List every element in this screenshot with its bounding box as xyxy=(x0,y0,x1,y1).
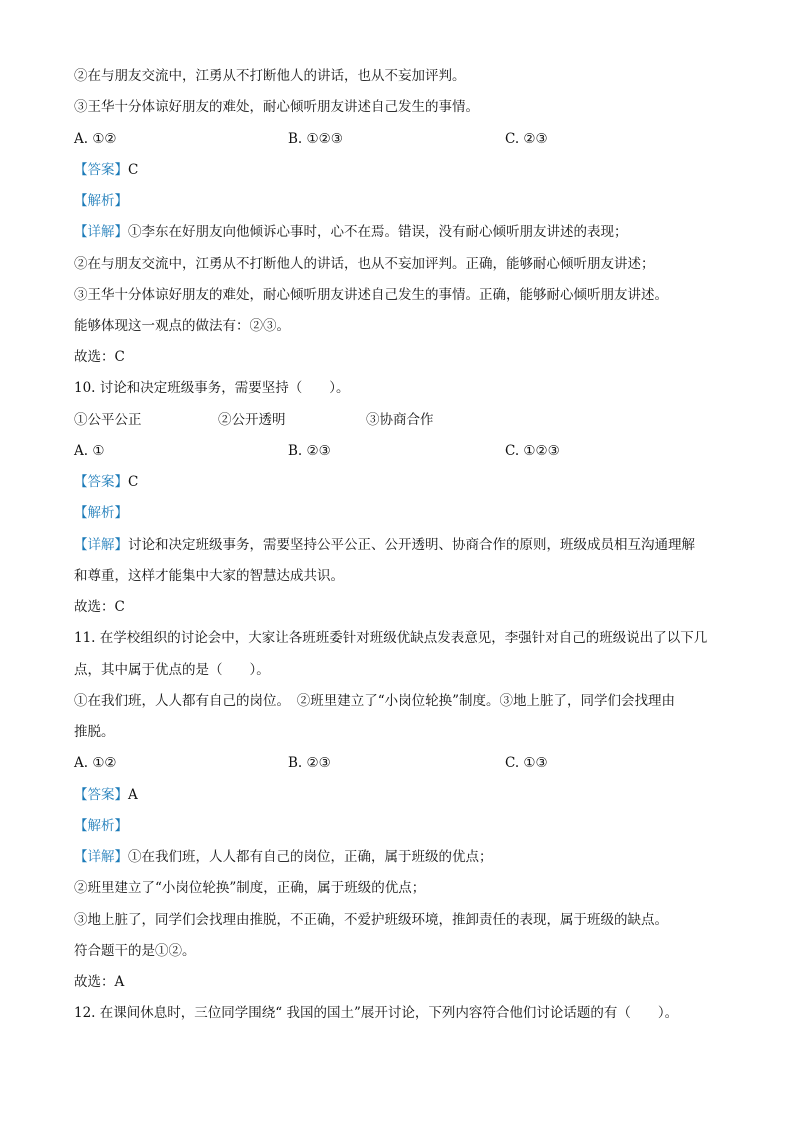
q11-option-c: C. ①③ xyxy=(505,755,548,771)
q11-statements-2: 推脱。 xyxy=(74,724,115,740)
q10-detail-1 xyxy=(74,535,695,555)
answer-value: A xyxy=(128,787,138,803)
q11-detail-1 xyxy=(74,847,493,867)
detail-text: ①在我们班，人人都有自己的岗位，正确，属于班级的优点； xyxy=(128,849,493,865)
answer-value: C xyxy=(128,162,139,178)
q11-detail-2: ②班里建立了“小岗位轮换”制度，正确，属于班级的优点； xyxy=(74,880,426,896)
q10-option-a: A. ① xyxy=(74,443,105,459)
q9-statement-2: ②在与朋友交流中，江勇从不打断他人的讲话，也从不妄加评判。 xyxy=(74,68,466,84)
q11-statements-1: ①在我们班，人人都有自己的岗位。 ②班里建立了“小岗位轮换”制度。③地上脏了，同学们会找理由 xyxy=(74,693,676,709)
q9-option-a: A. ①② xyxy=(74,131,117,147)
detail-tag: 【详解】 xyxy=(74,224,128,240)
answer-tag: 【答案】 xyxy=(74,162,128,178)
answer-tag: 【答案】 xyxy=(74,787,128,803)
detail-tag: 【详解】 xyxy=(74,537,128,553)
q9-statement-3: ③王华十分体谅好朋友的难处，耐心倾听朋友讲述自己发生的事情。 xyxy=(74,99,479,115)
q10-statement-1: ①公平公正 xyxy=(74,412,142,428)
detail-text: 讨论和决定班级事务，需要坚持公平公正、公开透明、协商合作的原则，班级成员相互沟通理解 xyxy=(128,537,695,553)
q11-option-a: A. ①② xyxy=(74,755,117,771)
q11-question-2: 点，其中属于优点的是（ ）。 xyxy=(74,662,270,678)
q10-question: 10. 讨论和决定班级事务，需要坚持（ ）。 xyxy=(74,380,350,396)
q9-detail-1 xyxy=(74,222,628,242)
q10-detail-2: 和尊重，这样才能集中大家的智慧达成共识。 xyxy=(74,568,344,584)
q10-statement-3: ③协商合作 xyxy=(366,412,434,428)
q9-answer xyxy=(74,160,138,180)
q11-choice: 故选：A xyxy=(74,974,125,990)
q9-detail-3: ③王华十分体谅好朋友的难处，耐心倾听朋友讲述自己发生的事情。正确，能够耐心倾听朋友讲述。 xyxy=(74,287,668,303)
q11-answer xyxy=(74,785,138,805)
q11-question-1: 11. 在学校组织的讨论会中，大家让各班班委针对班级优缺点发表意见，李强针对自己的班级说出了以下几 xyxy=(74,630,708,646)
q11-detail-3: ③地上脏了，同学们会找理由推脱，不正确，不爱护班级环境，推卸责任的表现，属于班级的缺点。 xyxy=(74,912,668,928)
detail-text: ①李东在好朋友向他倾诉心事时，心不在焉。错误，没有耐心倾听朋友讲述的表现； xyxy=(128,224,628,240)
q9-conclusion: 能够体现这一观点的做法有：②③。 xyxy=(74,318,290,334)
q11-option-b: B. ②③ xyxy=(288,755,331,771)
q11-conclusion: 符合题干的是①②。 xyxy=(74,943,196,959)
q11-analysis-tag: 【解析】 xyxy=(74,818,128,834)
q10-option-b: B. ②③ xyxy=(288,443,331,459)
q9-option-b: B. ①②③ xyxy=(288,131,343,147)
q10-answer xyxy=(74,472,138,492)
answer-tag: 【答案】 xyxy=(74,474,128,490)
q9-choice: 故选：C xyxy=(74,349,125,365)
q9-option-c: C. ②③ xyxy=(505,131,548,147)
q9-analysis-tag: 【解析】 xyxy=(74,193,128,209)
answer-value: C xyxy=(128,474,139,490)
detail-tag: 【详解】 xyxy=(74,849,128,865)
q10-statement-2: ②公开透明 xyxy=(218,412,286,428)
q10-choice: 故选：C xyxy=(74,599,125,615)
q9-detail-2: ②在与朋友交流中，江勇从不打断他人的讲话，也从不妄加评判。正确，能够耐心倾听朋友讲述； xyxy=(74,256,655,272)
q10-option-c: C. ①②③ xyxy=(505,443,560,459)
q12-question: 12. 在课间休息时，三位同学围绕“ 我国的国土”展开讨论，下列内容符合他们讨论话题的有（ ）。 xyxy=(74,1005,679,1021)
q10-analysis-tag: 【解析】 xyxy=(74,505,128,521)
